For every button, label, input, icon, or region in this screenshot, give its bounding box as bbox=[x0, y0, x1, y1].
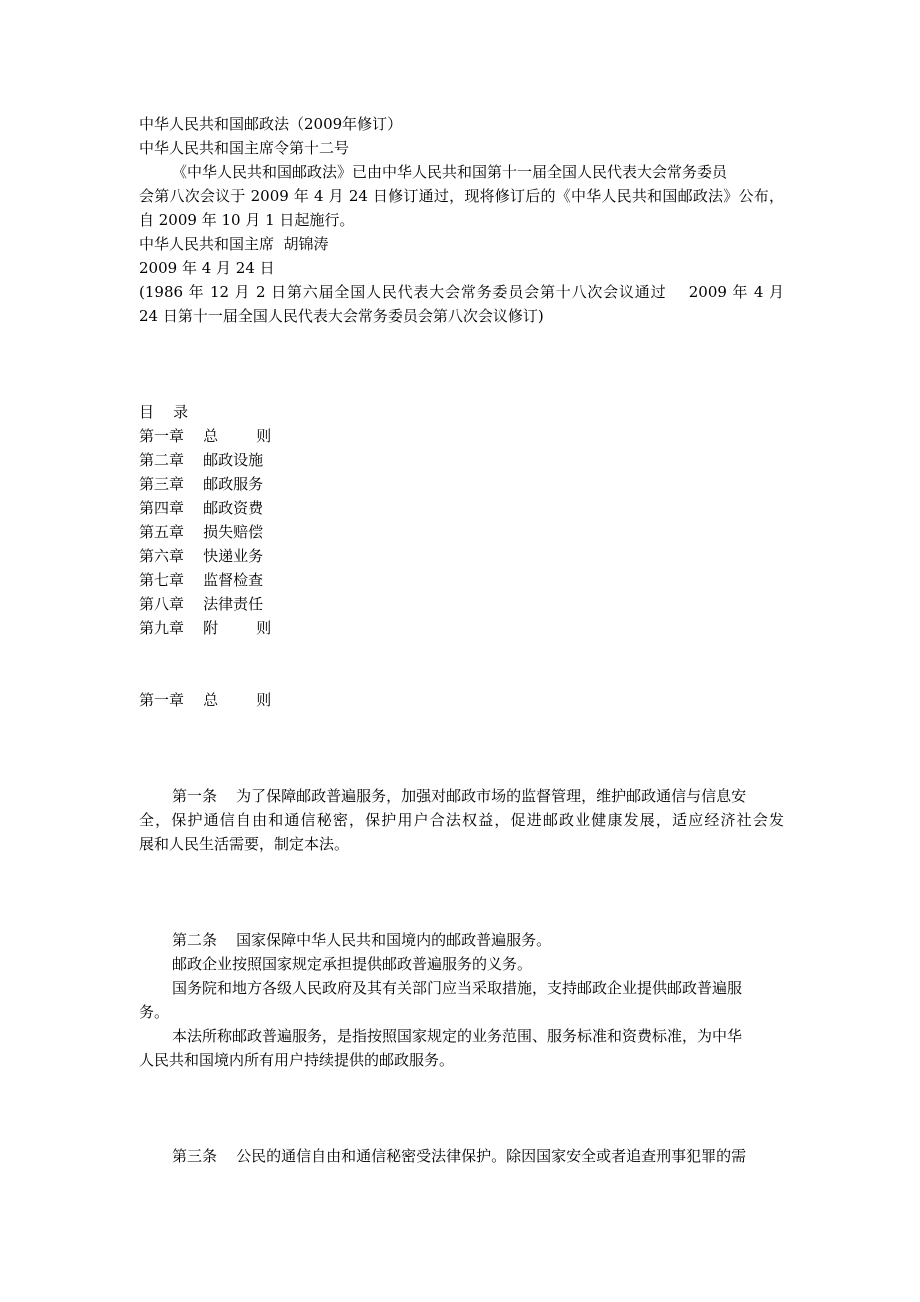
history-note-line: (1986 年 12 月 2 日第六届全国人民代表大会常务委员会第十八次会议通过 2009 年 4 月 bbox=[139, 283, 784, 301]
signer: 中华人民共和国主席 胡锦涛 bbox=[139, 235, 329, 253]
article-2-line: 邮政企业按照国家规定承担提供邮政普遍服务的义务。 bbox=[172, 955, 533, 973]
toc-item: 第六章 快递业务 bbox=[139, 547, 264, 565]
article-2-line: 国务院和地方各级人民政府及其有关部门应当采取措施，支持邮政企业提供邮政普遍服 bbox=[172, 979, 743, 997]
history-note-line: 24 日第十一届全国人民代表大会常务委员会第八次会议修订) bbox=[139, 307, 544, 325]
article-1-line: 展和人民生活需要，制定本法。 bbox=[139, 835, 350, 853]
toc-item: 第一章 总 则 bbox=[139, 427, 272, 445]
article-2-line: 人民共和国境内所有用户持续提供的邮政服务。 bbox=[139, 1051, 455, 1069]
announcement-line: 自 2009 年 10 月 1 日起施行。 bbox=[139, 211, 355, 229]
article-1-line: 第一条 为了保障邮政普遍服务，加强对邮政市场的监督管理，维护邮政通信与信息安 bbox=[172, 787, 747, 805]
toc-item: 第五章 损失赔偿 bbox=[139, 523, 264, 541]
law-title: 中华人民共和国邮政法（2009年修订） bbox=[139, 115, 403, 133]
presidential-order: 中华人民共和国主席令第十二号 bbox=[139, 139, 350, 157]
chapter-heading: 第一章 总 则 bbox=[139, 691, 272, 709]
promulgation-date: 2009 年 4 月 24 日 bbox=[139, 259, 275, 277]
toc-item: 第九章 附 则 bbox=[139, 619, 272, 637]
article-2-line: 务。 bbox=[139, 1003, 170, 1021]
article-2-line: 本法所称邮政普遍服务，是指按照国家规定的业务范围、服务标准和资费标准，为中华 bbox=[172, 1027, 743, 1045]
toc-item: 第二章 邮政设施 bbox=[139, 451, 264, 469]
toc-title: 目 录 bbox=[139, 403, 189, 421]
toc-item: 第三章 邮政服务 bbox=[139, 475, 264, 493]
announcement-line: 《中华人民共和国邮政法》已由中华人民共和国第十一届全国人民代表大会常务委员 bbox=[172, 163, 728, 181]
article-2-line: 第二条 国家保障中华人民共和国境内的邮政普遍服务。 bbox=[172, 931, 552, 949]
article-3-line: 第三条 公民的通信自由和通信秘密受法律保护。除因国家安全或者追查刑事犯罪的需 bbox=[172, 1147, 747, 1165]
toc-item: 第七章 监督检查 bbox=[139, 571, 264, 589]
toc-item: 第八章 法律责任 bbox=[139, 595, 264, 613]
article-1-line: 全，保护通信自由和通信秘密，保护用户合法权益，促进邮政业健康发展，适应经济社会发 bbox=[139, 811, 784, 829]
announcement-line: 会第八次会议于 2009 年 4 月 24 日修订通过，现将修订后的《中华人民共和国邮政法》公布， bbox=[139, 187, 784, 205]
toc-item: 第四章 邮政资费 bbox=[139, 499, 264, 517]
